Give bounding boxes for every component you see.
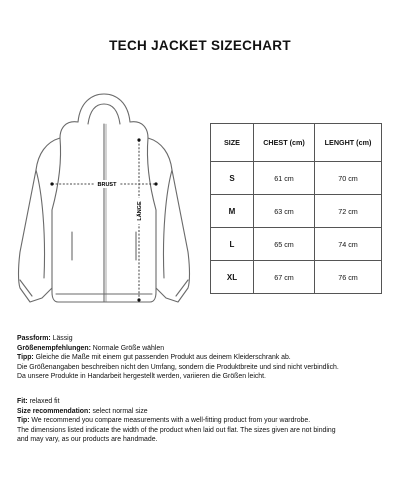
english-note-line: and may vary, as our products are handmade. xyxy=(17,436,158,444)
size-rec-label: Size recommendation: xyxy=(17,407,91,415)
english-note-line: The dimensions listed indicate the width of the product when laid out flat. The sizes given are not binding xyxy=(17,426,336,434)
page-title: TECH JACKET SIZECHART xyxy=(109,38,291,53)
size-cell: L xyxy=(211,228,254,261)
header-length: LENGHT (cm) xyxy=(315,124,382,162)
german-info xyxy=(17,334,389,382)
chest-cell: 67 cm xyxy=(254,261,315,294)
fit-label: Fit: xyxy=(17,398,28,405)
english-info xyxy=(17,397,389,445)
tipp-line xyxy=(17,353,389,363)
size-rec-value: select normal size xyxy=(90,407,148,415)
laenge-label: LÄNGE xyxy=(137,201,143,221)
jacket-hood xyxy=(78,94,130,122)
chest-cell: 61 cm xyxy=(254,162,315,195)
tipp-label: Tipp: xyxy=(17,354,34,362)
header-size: SIZE xyxy=(211,124,254,162)
header-chest: CHEST (cm) xyxy=(254,124,315,162)
size-table xyxy=(210,123,382,294)
length-cell: 76 cm xyxy=(315,261,382,294)
length-cell: 70 cm xyxy=(315,162,382,195)
length-cell: 74 cm xyxy=(315,228,382,261)
passform-label: Passform: xyxy=(17,335,51,342)
table-header-row xyxy=(211,124,382,162)
size-rec-line xyxy=(17,407,389,417)
tip-value: We recommend you compare measurements with a well-fitting product from your wardrobe. xyxy=(29,417,311,425)
groessen-value: Normale Größe wählen xyxy=(90,344,165,352)
tip-label: Tip: xyxy=(17,417,30,425)
groessen-label: Größenempfehlungen: xyxy=(17,344,91,352)
german-note-line: Die Größenangaben beschreiben nicht den Umfang, sondern die Produktbreite und sind nicht verbindlich. xyxy=(17,363,339,371)
size-cell: XL xyxy=(211,261,254,294)
fit-line xyxy=(17,397,389,407)
table-row xyxy=(211,162,382,195)
chest-cell: 65 cm xyxy=(254,228,315,261)
brust-label: BRUST xyxy=(97,182,117,188)
size-cell: M xyxy=(211,195,254,228)
table-row xyxy=(211,195,382,228)
chest-cell: 63 cm xyxy=(254,195,315,228)
table-row xyxy=(211,261,382,294)
passform-value: Lässig xyxy=(50,335,73,342)
passform-line xyxy=(17,334,389,344)
size-cell: S xyxy=(211,162,254,195)
jacket-diagram xyxy=(8,92,200,314)
groessen-line xyxy=(17,344,389,354)
tip-line xyxy=(17,416,389,426)
tipp-value: Gleiche die Maße mit einem gut passenden Produkt aus deinem Kleiderschrank ab. xyxy=(33,354,291,362)
fit-value: relaxed fit xyxy=(27,398,60,405)
german-note-line: Da unsere Produkte in Handarbeit hergestellt werden, variieren die Größen leicht. xyxy=(17,373,266,381)
table-row xyxy=(211,228,382,261)
length-cell: 72 cm xyxy=(315,195,382,228)
